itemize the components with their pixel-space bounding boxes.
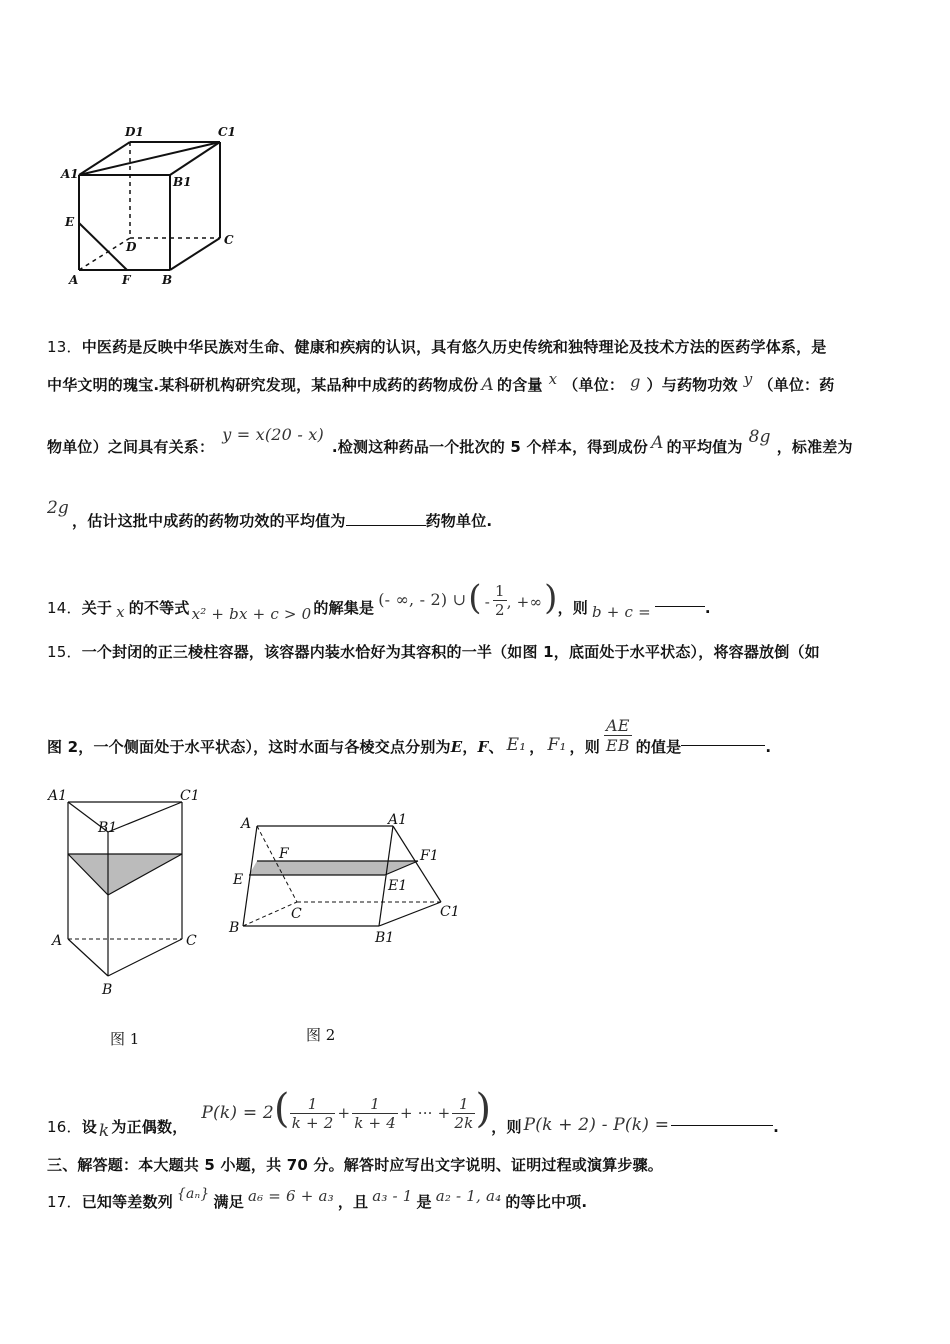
q14-var-x: x [116, 603, 125, 621]
q13-mean: 8g [748, 427, 771, 447]
q16-expression: P(k + 2) - P(k) = [523, 1115, 670, 1135]
q15-frac-num: AE [604, 716, 632, 736]
q14-number: 14． [47, 599, 82, 617]
fig1-label-b1: B1 [98, 820, 118, 836]
q13-line2 [47, 370, 835, 395]
q16-dots: + ··· + [400, 1104, 451, 1122]
fig2-label-f: F [279, 846, 289, 862]
q13-var-x: x [548, 370, 558, 388]
figure-1-prism [40, 780, 220, 1000]
fig2-label-c: C [291, 906, 302, 922]
cube-label-c: C [224, 233, 234, 247]
q13-var-a: A [481, 375, 494, 395]
q14-text-a: 关于 [81, 599, 113, 617]
q14-text-c: 的解集是 [313, 599, 375, 617]
q13-line3 [47, 425, 853, 457]
cube-label-b: B [162, 273, 173, 287]
q17-condition-3: a₂ - 1, a₄ [435, 1187, 502, 1205]
q14-paren-close: ) [544, 578, 558, 618]
fig2-label-a: A [241, 816, 252, 832]
cube-label-d: D [126, 240, 137, 254]
q17-text-e: 的等比中项. [505, 1193, 588, 1211]
q16-t3-num: 1 [452, 1095, 475, 1114]
q15-answer-blank[interactable] [681, 744, 765, 746]
q13-text-line2b: 的含量 [497, 376, 543, 394]
q13-text-line2d: ）与药物功效 [646, 376, 738, 394]
q15-line2: 图 2，一个侧面处于水平状态），这时水面与各棱交点分别为E，F、 E₁ ， F₁ ，则 $\frac{AE}{EB}$ 的值是 . [47, 716, 772, 756]
figure-1-caption: 图 1 [110, 1030, 140, 1048]
cube-label-c1: C1 [218, 125, 236, 139]
q13-text-line2a: 中华文明的瑰宝.某科研机构研究发现，某品种中成药的药物成份 [47, 376, 479, 394]
q13-text-line3c: 的平均值为 [666, 438, 743, 456]
q17-number: 17． [47, 1193, 82, 1211]
q15-point-f1: F₁ [547, 735, 567, 755]
q13-line4 [47, 498, 69, 518]
q14-frac-den: 2 [494, 601, 505, 619]
q16-t2-num: 1 [352, 1095, 398, 1114]
cube-label-a: A [69, 273, 79, 287]
q17-text-d: 是 [416, 1193, 432, 1211]
q15-line1 [47, 641, 820, 662]
figure-2-prism [225, 808, 475, 958]
q13-text-line3d: ，标准差为 [776, 438, 853, 456]
q15-text-line1: 一个封闭的正三棱柱容器，该容器内装水恰好为其容积的一半（如图 1，底面处于水平状态），将容器放倒（如 [81, 643, 820, 661]
q14-set-left: (- ∞, - 2) ∪ [378, 590, 467, 609]
q16-var-k: k [98, 1121, 110, 1141]
q14-text-b: 的不等式 [128, 599, 190, 617]
q16-term-1 [290, 1095, 336, 1132]
q13-text-line3a: 物单位）之间具有关系： [47, 438, 215, 456]
fig2-label-e: E [233, 872, 244, 888]
q16-answer-blank[interactable] [671, 1124, 773, 1126]
q16-paren-close: ) [475, 1086, 492, 1132]
question-14 [47, 558, 711, 623]
cube-label-a1: A1 [61, 167, 79, 181]
q13-var-g: g [630, 372, 641, 391]
q14-set-fraction [493, 582, 507, 619]
q15-text-line2b: ，则 [569, 738, 600, 756]
cube-label-f: F [122, 273, 131, 287]
q14-set-right: , +∞ [506, 593, 543, 611]
q16-text-c: ，则 [491, 1118, 522, 1136]
fig2-label-b1: B1 [375, 930, 395, 946]
cube-label-d1: D1 [125, 125, 144, 139]
fig2-label-e1: E1 [388, 878, 408, 894]
q15-text-line2a: 图 2，一个侧面处于水平状态），这时水面与各棱交点分别为 [47, 738, 451, 756]
q16-end: . [773, 1118, 780, 1136]
q14-inequality: x² + bx + c > 0 [191, 605, 312, 623]
q14-paren-open: ( [468, 578, 482, 618]
q13-formula: y = x(20 - x) [222, 425, 324, 444]
q16-text-a: 设 [81, 1118, 97, 1136]
fig1-label-b: B [102, 982, 113, 998]
q15-point-e1: E₁ [506, 735, 527, 755]
q16-term-3 [452, 1095, 475, 1132]
q13-text-line2e: （单位：药 [758, 376, 835, 394]
q14-end: . [704, 599, 711, 617]
q15-end: . [765, 738, 772, 756]
fig1-label-a1: A1 [48, 788, 68, 804]
cube-figure [55, 120, 255, 290]
q14-answer-blank[interactable] [655, 605, 705, 607]
q16-formula-lhs: P(k) = 2 [201, 1103, 274, 1123]
q17-text-a: 已知等差数列 [81, 1193, 173, 1211]
fig2-label-c1: C1 [440, 904, 460, 920]
question-16: 16．设 k 为正偶数，P(k) = 2( $\frac{1}{k + 2}$ + $\frac{1}{k + 4}$ + ··· + $\frac{1}{2k}$ )，则 P(k + 2) - P(k) = . [47, 1086, 780, 1141]
q13-text-line4: ，估计这批中成药的药物功效的平均值为 [72, 512, 346, 530]
q13-answer-blank[interactable] [346, 524, 426, 526]
q16-t2-den: k + 4 [354, 1114, 396, 1132]
q17-text-b: 满足 [213, 1193, 244, 1211]
q16-text-b: 为正偶数， [111, 1118, 188, 1136]
q17-sequence: {aₙ} [176, 1186, 210, 1202]
q15-number: 15． [47, 643, 82, 661]
fig2-label-b: B [229, 920, 240, 936]
q16-number: 16． [47, 1118, 82, 1136]
fig2-label-a1: A1 [388, 812, 408, 828]
q15-fraction [604, 716, 632, 755]
figure-2-caption: 图 2 [306, 1026, 336, 1044]
section-3-heading: 三、解答题：本大题共 5 小题，共 70 分。解答时应写出文字说明、证明过程或演算步骤。 [47, 1156, 664, 1174]
q13-var-a2: A [651, 433, 664, 453]
fig1-label-c1: C1 [180, 788, 200, 804]
q14-frac-num: 1 [494, 582, 505, 600]
q16-t3-den: 2k [454, 1114, 474, 1132]
q16-t1-den: k + 2 [291, 1114, 334, 1132]
fig1-label-a: A [52, 933, 63, 949]
q16-t1-num: 1 [290, 1095, 336, 1114]
q13-text-line4-end: 药物单位. [425, 512, 493, 530]
q16-paren-open: ( [273, 1086, 290, 1132]
fig2-label-f1: F1 [420, 848, 439, 864]
q13-std: 2g [47, 498, 69, 518]
cube-label-e: E [65, 215, 75, 229]
cube-label-b1: B1 [173, 175, 192, 189]
q13-line1 [47, 336, 827, 357]
q13-text-line1: 中医药是反映中华民族对生命、健康和疾病的认识，具有悠久历史传统和独特理论及技术方法的医药学体系，是 [81, 338, 827, 356]
q17-text-c: ，且 [337, 1193, 369, 1211]
fig1-label-c: C [186, 933, 197, 949]
q13-var-y: y [743, 370, 753, 388]
q13-text-line2c: （单位： [563, 376, 625, 394]
q13-text-line3b: .检测这种药品一个批次的 5 个样本，得到成份 [331, 438, 649, 456]
q14-text-d: ，则 [557, 599, 589, 617]
q15-text-line2c: 的值是 [635, 738, 682, 756]
q15-point-f: F [477, 738, 489, 756]
q15-frac-den: EB [605, 736, 630, 755]
q17-condition-2: a₃ - 1 [372, 1187, 413, 1205]
q14-set-minus: - [484, 593, 490, 611]
q13-number: 13． [47, 338, 82, 356]
q13-line4-text [72, 510, 492, 531]
question-17 [47, 1180, 587, 1216]
q15-point-e: E [450, 738, 463, 756]
q14-expression: b + c = [592, 603, 651, 621]
q17-condition-1: a₆ = 6 + a₃ [247, 1187, 334, 1205]
q16-term-2 [352, 1095, 398, 1132]
